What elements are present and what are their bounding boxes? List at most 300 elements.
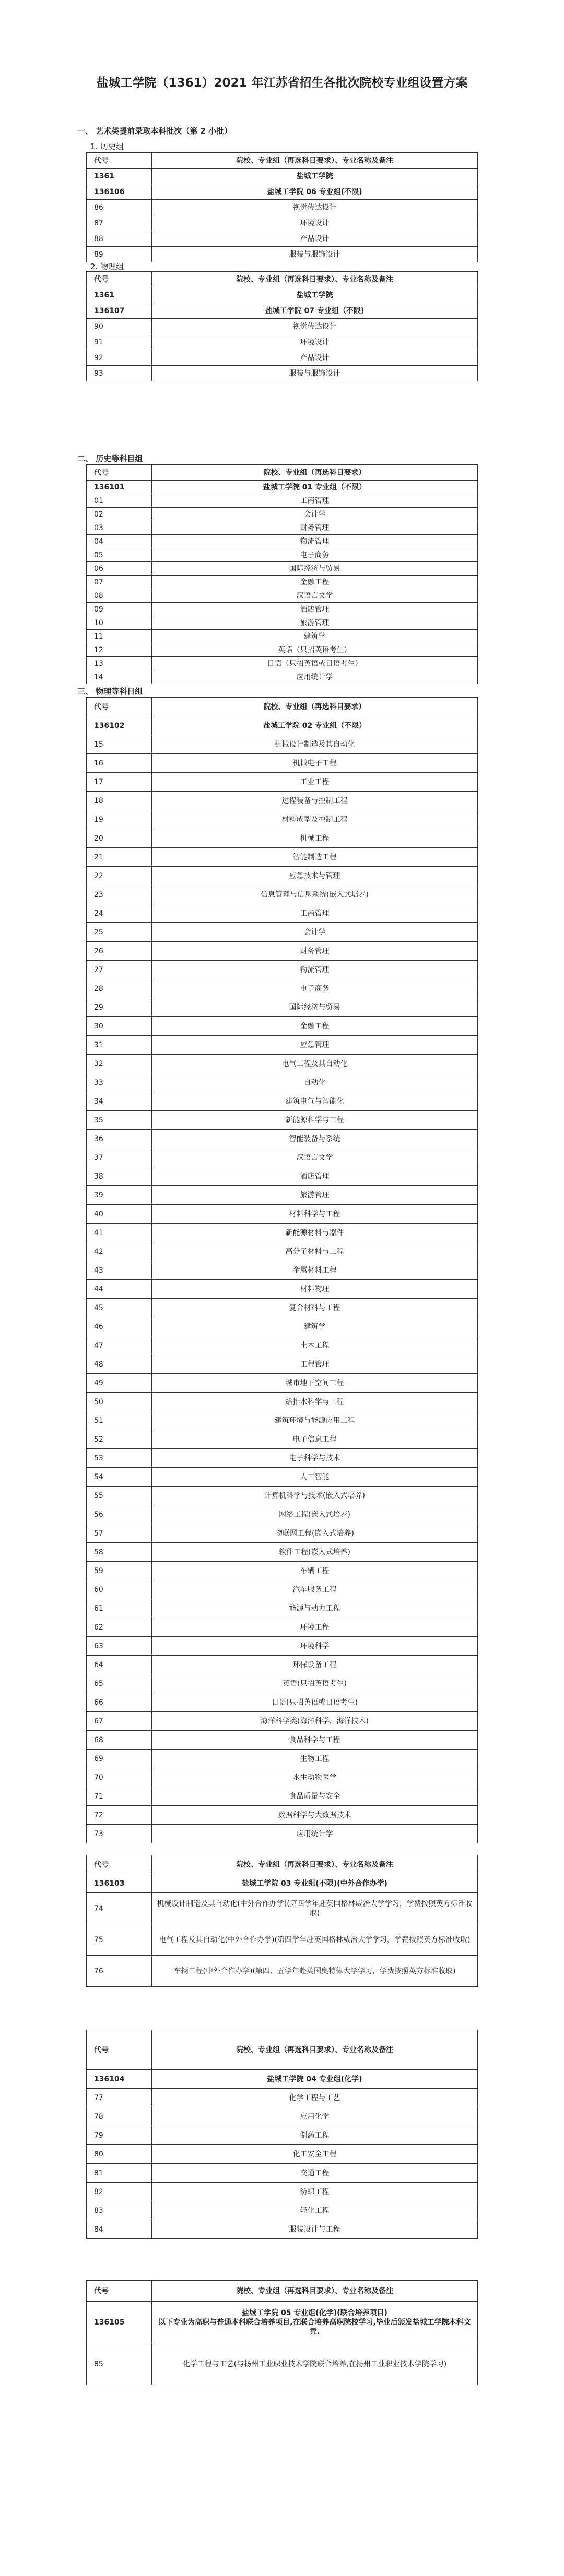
code-cell: 29 <box>87 998 152 1017</box>
description-cell: 自动化 <box>152 1073 478 1092</box>
table-row <box>87 810 478 829</box>
table-row <box>87 494 478 508</box>
description-cell: 城市地下空间工程 <box>152 1374 478 1393</box>
code-cell: 83 <box>87 2201 152 2220</box>
table-row <box>87 1468 478 1487</box>
code-cell: 85 <box>87 2343 152 2385</box>
header-description: 院校、专业组（再选科目要求）、专业名称及备注 <box>152 2281 478 2302</box>
code-cell: 59 <box>87 1562 152 1580</box>
table-row <box>87 792 478 810</box>
table-row <box>87 867 478 885</box>
code-cell: 07 <box>87 576 152 589</box>
table-row <box>87 1787 478 1806</box>
code-cell: 44 <box>87 1280 152 1299</box>
code-cell: 91 <box>87 334 152 350</box>
description-cell: 应用统计学 <box>152 670 478 684</box>
table-row <box>87 1580 478 1599</box>
description-cell: 盐城工学院 06 专业组(不限) <box>152 184 478 200</box>
code-cell: 06 <box>87 562 152 576</box>
table-row <box>87 1674 478 1693</box>
description-cell: 环保设备工程 <box>152 1656 478 1674</box>
table-art-history <box>86 152 478 262</box>
description-cell: 产品设计 <box>152 231 478 247</box>
description-cell: 新能源科学与工程 <box>152 1111 478 1130</box>
description-cell: 水生动物医学 <box>152 1768 478 1787</box>
table-row <box>87 670 478 684</box>
code-cell: 80 <box>87 2145 152 2164</box>
code-cell: 33 <box>87 1073 152 1092</box>
description-cell: 会计学 <box>152 508 478 521</box>
table-row <box>87 1261 478 1280</box>
table-row <box>87 1186 478 1205</box>
table-row <box>87 885 478 904</box>
table-row <box>87 366 478 381</box>
code-cell: 34 <box>87 1092 152 1111</box>
code-cell: 09 <box>87 603 152 616</box>
description-cell: 视觉传达设计 <box>152 319 478 334</box>
code-cell: 87 <box>87 215 152 231</box>
description-cell: 机械工程 <box>152 829 478 848</box>
description-cell: 高分子材料与工程 <box>152 1242 478 1261</box>
table-row <box>87 848 478 867</box>
table-row <box>87 1656 478 1674</box>
code-cell: 36 <box>87 1130 152 1148</box>
description-cell: 产品设计 <box>152 350 478 366</box>
table-row <box>87 2126 478 2145</box>
section-heading-3: 三、 物理等科目组 <box>77 687 143 696</box>
table-header-row <box>87 465 478 481</box>
code-cell: 31 <box>87 1036 152 1055</box>
table-row <box>87 1825 478 1843</box>
code-cell: 68 <box>87 1731 152 1750</box>
table-row <box>87 1374 478 1393</box>
code-cell: 14 <box>87 670 152 684</box>
group-row <box>87 303 478 319</box>
table-row <box>87 657 478 670</box>
table-physics-03 <box>86 1855 478 1987</box>
table-row <box>87 1693 478 1712</box>
table-header-row <box>87 153 478 169</box>
table-row <box>87 576 478 589</box>
description-cell: 汽车服务工程 <box>152 1580 478 1599</box>
description-cell: 酒店管理 <box>152 1167 478 1186</box>
description-cell: 复合材料与工程 <box>152 1299 478 1317</box>
table-row <box>87 1073 478 1092</box>
code-cell: 82 <box>87 2183 152 2201</box>
description-cell: 盐城工学院 05 专业组(化学)(联合培养项目) 以下专业为高职与普通本科联合培养项目,在联合培养高职院校学习,毕业后颁发盐城工学院本科文凭. <box>152 2302 478 2343</box>
code-cell: 20 <box>87 829 152 848</box>
code-cell: 75 <box>87 1924 152 1956</box>
table-row <box>87 562 478 576</box>
table-art-physics <box>86 271 478 381</box>
code-cell: 90 <box>87 319 152 334</box>
code-cell: 136101 <box>87 481 152 494</box>
table-row <box>87 334 478 350</box>
code-cell: 22 <box>87 867 152 885</box>
table-row <box>87 2107 478 2126</box>
group-row <box>87 2070 478 2089</box>
table-header-row <box>87 272 478 287</box>
table-row <box>87 1430 478 1449</box>
code-cell: 70 <box>87 1768 152 1787</box>
description-cell: 建筑电气与智能化 <box>152 1092 478 1111</box>
table-row <box>87 603 478 616</box>
page-title: 盐城工学院（1361）2021 年江苏省招生各批次院校专业组设置方案 <box>96 76 468 90</box>
description-cell: 物流管理 <box>152 535 478 548</box>
subheading-physics: 2. 物理组 <box>90 262 124 271</box>
code-cell: 55 <box>87 1487 152 1505</box>
group-row <box>87 169 478 184</box>
header-description: 院校、专业组（再选科目要求）、专业名称及备注 <box>152 2030 478 2070</box>
header-description: 院校、专业组（再选科目要求）、专业名称及备注 <box>152 1855 478 1874</box>
table-row <box>87 1637 478 1656</box>
table-physics-05 <box>86 2280 478 2385</box>
table-row <box>87 2145 478 2164</box>
description-cell: 盐城工学院 03 专业组(不限)(中外合作办学) <box>152 1874 478 1893</box>
description-cell: 应用化学 <box>152 2107 478 2126</box>
group-row <box>87 716 478 735</box>
code-cell: 37 <box>87 1148 152 1167</box>
table-header-row <box>87 1855 478 1874</box>
description-cell: 纺织工程 <box>152 2183 478 2201</box>
table-row <box>87 2220 478 2239</box>
description-cell: 盐城工学院 07 专业组（不限) <box>152 303 478 319</box>
code-cell: 64 <box>87 1656 152 1674</box>
group-row <box>87 1874 478 1893</box>
description-cell: 盐城工学院 02 专业组（不限） <box>152 716 478 735</box>
code-cell: 51 <box>87 1411 152 1430</box>
code-cell: 49 <box>87 1374 152 1393</box>
header-description: 院校、专业组（再选科目要求） <box>152 698 478 716</box>
code-cell: 1361 <box>87 287 152 303</box>
description-cell: 服装设计与工程 <box>152 2220 478 2239</box>
code-cell: 18 <box>87 792 152 810</box>
code-cell: 52 <box>87 1430 152 1449</box>
table-row <box>87 350 478 366</box>
table-row <box>87 1524 478 1543</box>
code-cell: 26 <box>87 942 152 961</box>
description-cell: 计算机科学与技术(嵌入式培养) <box>152 1487 478 1505</box>
code-cell: 76 <box>87 1956 152 1987</box>
code-cell: 41 <box>87 1224 152 1242</box>
table-row <box>87 998 478 1017</box>
description-cell: 建筑环境与能源应用工程 <box>152 1411 478 1430</box>
description-cell: 制药工程 <box>152 2126 478 2145</box>
description-cell: 酒店管理 <box>152 603 478 616</box>
description-cell: 汉语言文学 <box>152 1148 478 1167</box>
table-row <box>87 1562 478 1580</box>
table-row <box>87 1393 478 1411</box>
code-cell: 57 <box>87 1524 152 1543</box>
description-cell: 英语(只招英语考生) <box>152 1674 478 1693</box>
description-cell: 视觉传达设计 <box>152 200 478 215</box>
code-cell: 66 <box>87 1693 152 1712</box>
description-cell: 化学工程与工艺(与扬州工业职业技术学院联合培养,在扬州工业职业技术学院学习) <box>152 2343 478 2385</box>
description-cell: 工商管理 <box>152 494 478 508</box>
description-cell: 车辆工程 <box>152 1562 478 1580</box>
code-cell: 136102 <box>87 716 152 735</box>
table-row <box>87 1224 478 1242</box>
description-cell: 生物工程 <box>152 1750 478 1768</box>
table-row <box>87 1599 478 1618</box>
code-cell: 54 <box>87 1468 152 1487</box>
group-row <box>87 481 478 494</box>
code-cell: 89 <box>87 247 152 262</box>
code-cell: 136105 <box>87 2302 152 2343</box>
code-cell: 78 <box>87 2107 152 2126</box>
code-cell: 13 <box>87 657 152 670</box>
table-row <box>87 1449 478 1468</box>
description-cell: 英语（只招英语考生） <box>152 643 478 657</box>
code-cell: 74 <box>87 1893 152 1924</box>
description-cell: 轻化工程 <box>152 2201 478 2220</box>
code-cell: 42 <box>87 1242 152 1261</box>
table-row <box>87 2201 478 2220</box>
table-row <box>87 630 478 643</box>
description-cell: 交通工程 <box>152 2164 478 2183</box>
code-cell: 62 <box>87 1618 152 1637</box>
description-cell: 信息管理与信息系统(嵌入式培养) <box>152 885 478 904</box>
code-cell: 71 <box>87 1787 152 1806</box>
description-cell: 服装与服饰设计 <box>152 247 478 262</box>
table-header-row <box>87 2281 478 2302</box>
header-description: 院校、专业组（再选科目要求） <box>152 465 478 481</box>
code-cell: 05 <box>87 548 152 562</box>
code-cell: 61 <box>87 1599 152 1618</box>
description-cell: 化工安全工程 <box>152 2145 478 2164</box>
table-row <box>87 2089 478 2107</box>
description-cell: 会计学 <box>152 923 478 942</box>
code-cell: 15 <box>87 735 152 754</box>
description-cell: 环境设计 <box>152 215 478 231</box>
code-cell: 32 <box>87 1055 152 1073</box>
description-cell: 新能源材料与器件 <box>152 1224 478 1242</box>
description-cell: 给排水科学与工程 <box>152 1393 478 1411</box>
description-cell: 财务管理 <box>152 521 478 535</box>
code-cell: 136107 <box>87 303 152 319</box>
table-row <box>87 548 478 562</box>
code-cell: 21 <box>87 848 152 867</box>
code-cell: 35 <box>87 1111 152 1130</box>
description-cell: 网络工程(嵌入式培养) <box>152 1505 478 1524</box>
table-row <box>87 319 478 334</box>
description-cell: 智能装备与系统 <box>152 1130 478 1148</box>
table-row <box>87 961 478 979</box>
table-row <box>87 616 478 630</box>
table-row <box>87 1618 478 1637</box>
code-cell: 88 <box>87 231 152 247</box>
description-cell: 机械电子工程 <box>152 754 478 773</box>
header-description: 院校、专业组（再选科目要求）、专业名称及备注 <box>152 153 478 169</box>
table-row <box>87 535 478 548</box>
table-row <box>87 1505 478 1524</box>
table-row <box>87 1355 478 1374</box>
table-row <box>87 1167 478 1186</box>
code-cell: 27 <box>87 961 152 979</box>
description-cell: 材料成型及控制工程 <box>152 810 478 829</box>
table-row <box>87 1487 478 1505</box>
table-row <box>87 2183 478 2201</box>
table-row <box>87 1411 478 1430</box>
code-cell: 08 <box>87 589 152 603</box>
header-code: 代号 <box>87 2281 152 2302</box>
code-cell: 58 <box>87 1543 152 1562</box>
table-row <box>87 200 478 215</box>
table-row <box>87 923 478 942</box>
group-row <box>87 184 478 200</box>
description-cell: 盐城工学院 01 专业组（不限） <box>152 481 478 494</box>
table-row <box>87 1111 478 1130</box>
table-row <box>87 1768 478 1787</box>
description-cell: 数据科学与大数据技术 <box>152 1806 478 1825</box>
table-row <box>87 1130 478 1148</box>
code-cell: 48 <box>87 1355 152 1374</box>
table-row <box>87 231 478 247</box>
code-cell: 65 <box>87 1674 152 1693</box>
code-cell: 136103 <box>87 1874 152 1893</box>
table-row <box>87 1055 478 1073</box>
code-cell: 39 <box>87 1186 152 1205</box>
code-cell: 04 <box>87 535 152 548</box>
code-cell: 77 <box>87 2089 152 2107</box>
description-cell: 机械设计制造及其自动化 <box>152 735 478 754</box>
description-cell: 物流管理 <box>152 961 478 979</box>
code-cell: 73 <box>87 1825 152 1843</box>
table-row <box>87 1036 478 1055</box>
description-cell: 电子商务 <box>152 548 478 562</box>
table-header-row <box>87 2030 478 2070</box>
code-cell: 12 <box>87 643 152 657</box>
code-cell: 11 <box>87 630 152 643</box>
header-code: 代号 <box>87 272 152 287</box>
description-cell: 金属材料工程 <box>152 1261 478 1280</box>
code-cell: 46 <box>87 1317 152 1336</box>
table-row <box>87 1543 478 1562</box>
code-cell: 81 <box>87 2164 152 2183</box>
description-cell: 人工智能 <box>152 1468 478 1487</box>
description-cell: 车辆工程(中外合作办学)(第四、五学年赴英国奥特律大学学习，学费按照英方标准收取) <box>152 1956 478 1987</box>
code-cell: 92 <box>87 350 152 366</box>
table-row <box>87 1148 478 1167</box>
code-cell: 30 <box>87 1017 152 1036</box>
table-history-group <box>86 464 478 684</box>
description-cell: 化学工程与工艺 <box>152 2089 478 2107</box>
table-physics-02 <box>86 697 478 1843</box>
code-cell: 136104 <box>87 2070 152 2089</box>
table-row <box>87 2164 478 2183</box>
table-row <box>87 979 478 998</box>
table-row <box>87 521 478 535</box>
code-cell: 67 <box>87 1712 152 1731</box>
code-cell: 136106 <box>87 184 152 200</box>
description-cell: 财务管理 <box>152 942 478 961</box>
header-description: 院校、专业组（再选科目要求）、专业名称及备注 <box>152 272 478 287</box>
header-code: 代号 <box>87 1855 152 1874</box>
code-cell: 16 <box>87 754 152 773</box>
code-cell: 63 <box>87 1637 152 1656</box>
description-cell: 电气工程及其自动化(中外合作办学)(第四学年赴英国格林威治大学学习，学费按照英方标准收取) <box>152 1924 478 1956</box>
description-cell: 应用统计学 <box>152 1825 478 1843</box>
description-cell: 能源与动力工程 <box>152 1599 478 1618</box>
description-cell: 过程装备与控制工程 <box>152 792 478 810</box>
description-cell: 工商管理 <box>152 904 478 923</box>
description-cell: 智能制造工程 <box>152 848 478 867</box>
description-cell: 材料科学与工程 <box>152 1205 478 1224</box>
description-cell: 旅游管理 <box>152 616 478 630</box>
header-code: 代号 <box>87 465 152 481</box>
table-row <box>87 1092 478 1111</box>
table-row <box>87 735 478 754</box>
code-cell: 17 <box>87 773 152 792</box>
description-cell: 电气工程及其自动化 <box>152 1055 478 1073</box>
section-heading-2: 二、 历史等科目组 <box>77 454 143 463</box>
table-row <box>87 589 478 603</box>
code-cell: 02 <box>87 508 152 521</box>
description-cell: 国际经济与贸易 <box>152 562 478 576</box>
description-cell: 食品质量与安全 <box>152 1787 478 1806</box>
code-cell: 69 <box>87 1750 152 1768</box>
table-row <box>87 247 478 262</box>
table-row <box>87 754 478 773</box>
description-cell: 汉语言文学 <box>152 589 478 603</box>
description-cell: 盐城工学院 <box>152 287 478 303</box>
description-cell: 机械设计制造及其自动化(中外合作办学)(第四学年赴英国格林威治大学学习，学费按照英方标准收取) <box>152 1893 478 1924</box>
code-cell: 10 <box>87 616 152 630</box>
code-cell: 43 <box>87 1261 152 1280</box>
table-row <box>87 508 478 521</box>
code-cell: 79 <box>87 2126 152 2145</box>
code-cell: 50 <box>87 1393 152 1411</box>
group-row <box>87 287 478 303</box>
code-cell: 1361 <box>87 169 152 184</box>
code-cell: 28 <box>87 979 152 998</box>
description-cell: 软件工程(嵌入式培养) <box>152 1543 478 1562</box>
description-cell: 金融工程 <box>152 576 478 589</box>
table-row <box>87 1731 478 1750</box>
table-row <box>87 904 478 923</box>
table-row <box>87 1017 478 1036</box>
description-cell: 建筑学 <box>152 630 478 643</box>
table-row <box>87 2343 478 2385</box>
code-cell: 25 <box>87 923 152 942</box>
code-cell: 53 <box>87 1449 152 1468</box>
code-cell: 24 <box>87 904 152 923</box>
table-row <box>87 773 478 792</box>
subheading-history: 1. 历史组 <box>90 142 124 151</box>
description-cell: 电子商务 <box>152 979 478 998</box>
code-cell: 19 <box>87 810 152 829</box>
code-cell: 45 <box>87 1299 152 1317</box>
description-cell: 金融工程 <box>152 1017 478 1036</box>
header-code: 代号 <box>87 2030 152 2070</box>
table-physics-04 <box>86 2030 478 2239</box>
table-row <box>87 1750 478 1768</box>
table-row <box>87 1893 478 1924</box>
description-cell: 日语（只招英语或日语考生） <box>152 657 478 670</box>
description-cell: 环境科学 <box>152 1637 478 1656</box>
description-cell: 日语(只招英语或日语考生) <box>152 1693 478 1712</box>
description-cell: 材料物理 <box>152 1280 478 1299</box>
table-row <box>87 829 478 848</box>
description-cell: 食品科学与工程 <box>152 1731 478 1750</box>
code-cell: 38 <box>87 1167 152 1186</box>
header-code: 代号 <box>87 153 152 169</box>
table-row <box>87 1806 478 1825</box>
description-cell: 土木工程 <box>152 1336 478 1355</box>
description-cell: 旅游管理 <box>152 1186 478 1205</box>
description-cell: 建筑学 <box>152 1317 478 1336</box>
code-cell: 56 <box>87 1505 152 1524</box>
